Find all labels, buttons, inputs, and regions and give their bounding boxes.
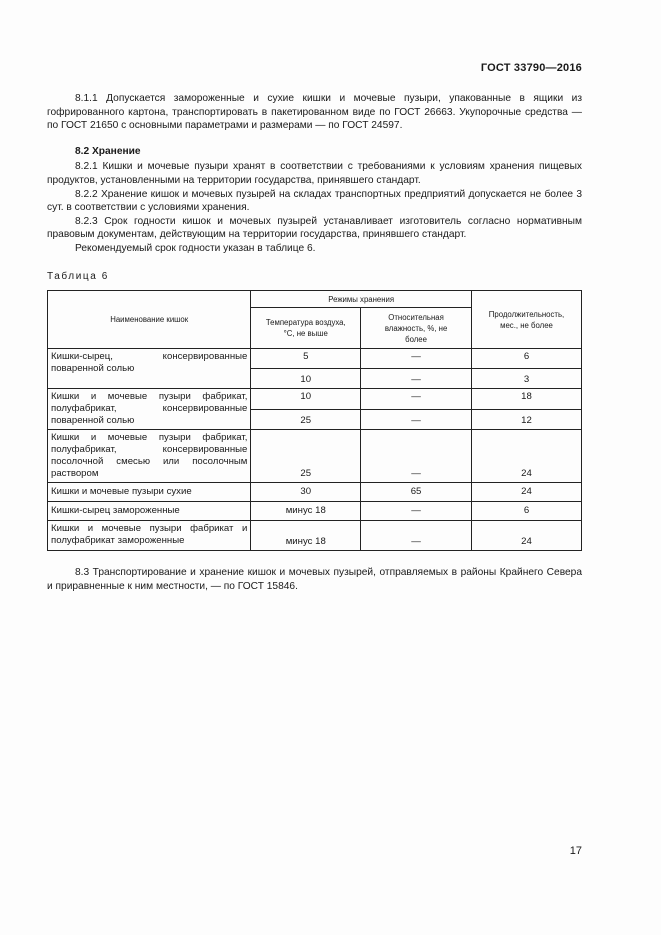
cell-humidity: — bbox=[361, 369, 472, 389]
standard-code: ГОСТ 33790—2016 bbox=[480, 62, 582, 74]
paragraph-8-3: 8.3 Транспортирование и хранение кишок и мочевых пузырей, отправляемых в районы Крайнего Севера и приравненные к ним местности, — по ГОСТ 15846. bbox=[47, 567, 582, 592]
cell-humidity: — bbox=[361, 521, 472, 551]
cell-temperature: 30 bbox=[251, 483, 361, 502]
cell-name: Кишки и мочевые пузыри фабрикат и полуфабрикат замороженные bbox=[48, 521, 251, 551]
paragraph-8-2-3: 8.2.3 Срок годности кишок и мочевых пузырей устанавливает изготовитель согласно нормативным правовым документам, действующим на территории государства, принявшего стандарт. bbox=[47, 215, 582, 241]
cell-name: Кишки и мочевые пузыри фабрикат, полуфабрикат, консервированные поваренной солью bbox=[48, 389, 251, 430]
paragraph-8-1-1: 8.1.1 Допускается замороженные и сухие кишки и мочевые пузыри, упакованные в ящики из гофрированного картона, транспортировать в пакетированном виде по ГОСТ 26663. Укупорочные средства — по ГОСТ 21650 с основными параметрами и размерами — по ГОСТ 24597. bbox=[47, 93, 582, 132]
cell-duration: 12 bbox=[472, 409, 582, 430]
cell-temperature: 25 bbox=[251, 409, 361, 430]
table-row bbox=[48, 389, 582, 410]
cell-name: Кишки-сырец замороженные bbox=[48, 502, 251, 521]
page-number: 17 bbox=[569, 845, 582, 857]
cell-duration: 6 bbox=[472, 349, 582, 369]
cell-humidity: — bbox=[361, 409, 472, 430]
table-row bbox=[48, 430, 582, 483]
table-row bbox=[48, 349, 582, 369]
cell-humidity: — bbox=[361, 502, 472, 521]
section-title-8-2: 8.2 Хранение bbox=[75, 145, 141, 157]
cell-temperature: 10 bbox=[251, 389, 361, 410]
cell-humidity: 65 bbox=[361, 483, 472, 502]
cell-duration: 3 bbox=[472, 369, 582, 389]
header-humidity: Относительная влажность, %, не более bbox=[361, 308, 472, 349]
cell-temperature: минус 18 bbox=[251, 521, 361, 551]
header-duration: Продолжительность, мес., не более bbox=[472, 291, 582, 349]
table-row bbox=[48, 502, 582, 521]
cell-temperature: минус 18 bbox=[251, 502, 361, 521]
cell-name: Кишки-сырец, консервированные поваренной солью bbox=[48, 349, 251, 389]
paragraph-8-2-2: 8.2.2 Хранение кишок и мочевых пузырей на складах транспортных предприятий допускается не более 3 сут. в соответствии с условиями хранения. bbox=[47, 188, 582, 214]
cell-duration: 24 bbox=[472, 521, 582, 551]
cell-duration: 6 bbox=[472, 502, 582, 521]
cell-duration: 24 bbox=[472, 483, 582, 502]
cell-name: Кишки и мочевые пузыри фабрикат, полуфабрикат, консервированные посолочной смесью или посолочным раствором bbox=[48, 430, 251, 483]
storage-table bbox=[47, 290, 582, 551]
paragraph-recommend: Рекомендуемый срок годности указан в таблице 6. bbox=[75, 242, 316, 254]
cell-temperature: 25 bbox=[251, 430, 361, 483]
cell-temperature: 10 bbox=[251, 369, 361, 389]
page-content bbox=[47, 92, 582, 593]
cell-humidity: — bbox=[361, 430, 472, 483]
cell-humidity: — bbox=[361, 389, 472, 410]
header-modes: Режимы хранения bbox=[251, 291, 472, 308]
header-name: Наименование кишок bbox=[48, 291, 251, 349]
table-row bbox=[48, 521, 582, 551]
cell-duration: 24 bbox=[472, 430, 582, 483]
table-caption: Таблица 6 bbox=[47, 270, 109, 282]
header-temperature: Температура воздуха, °С, не выше bbox=[251, 308, 361, 349]
paragraph-8-2-1: 8.2.1 Кишки и мочевые пузыри хранят в соответствии с требованиями к условиям хранения пищевых продуктов, установленными на территории государства, принявшего стандарт. bbox=[47, 161, 582, 186]
cell-duration: 18 bbox=[472, 389, 582, 410]
cell-name: Кишки и мочевые пузыри сухие bbox=[48, 483, 251, 502]
cell-humidity: — bbox=[361, 349, 472, 369]
cell-temperature: 5 bbox=[251, 349, 361, 369]
table-row bbox=[48, 483, 582, 502]
